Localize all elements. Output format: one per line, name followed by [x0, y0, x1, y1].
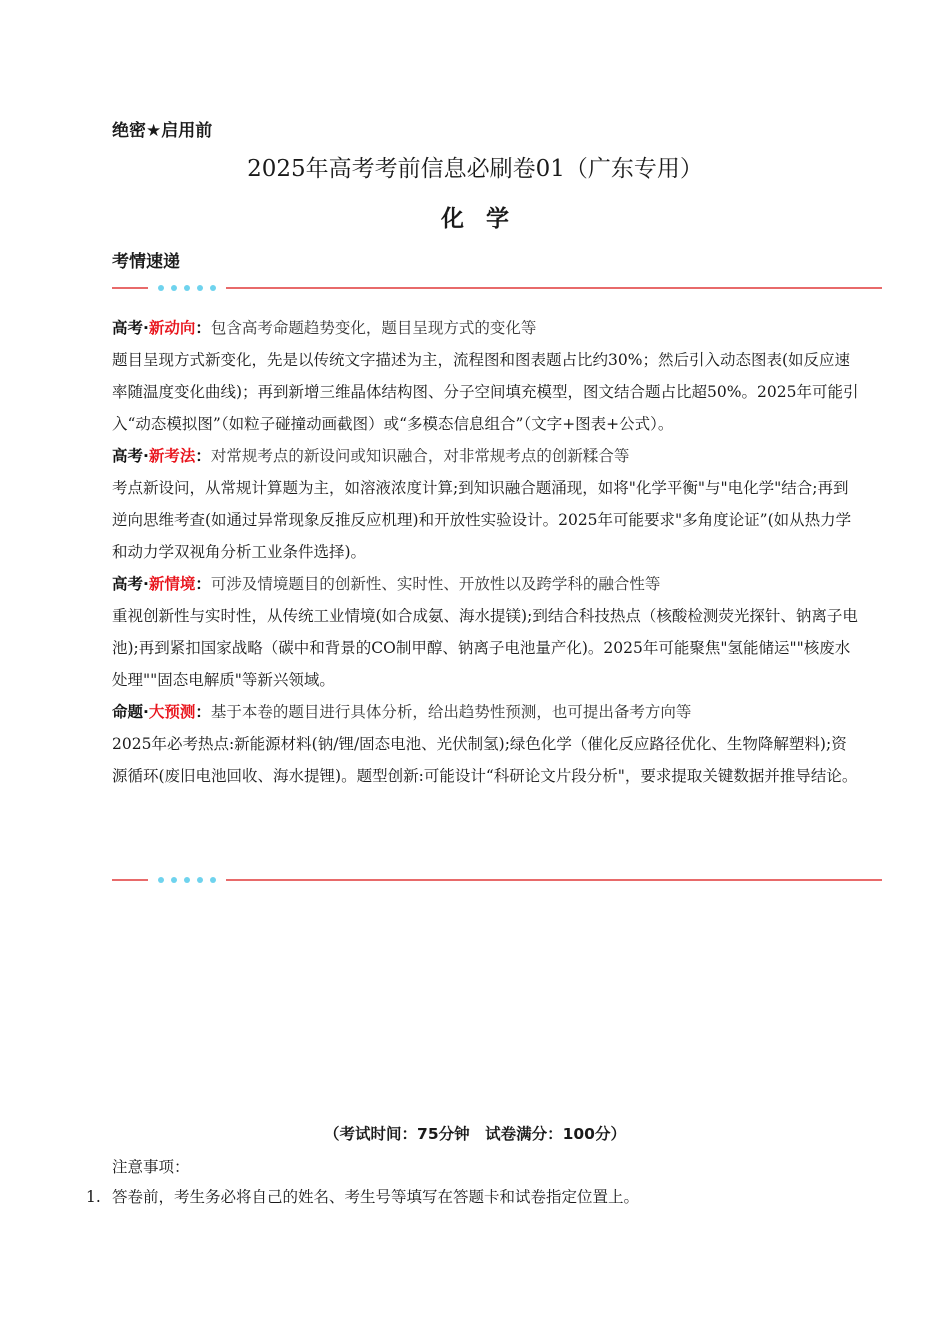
topic-highlight: 新考法 [148, 447, 196, 465]
topic-body-new-trend: 题目呈现方式新变化，先是以传统文字描述为主，流程图和图表题占比约30%；然后引入动态图表(如反应速率随温度变化曲线)；再到新增三维晶体结构图、分子空间填充模型，图文结合题占比超50%。2025年可能引入“动态模拟图”（如粒子碰撞动画截图）或“多模态信息组合”（文字+图表+公式）。 [112, 351, 859, 433]
divider-dot [158, 285, 164, 291]
notice-item-number: 1. [86, 1188, 101, 1206]
topic-heading-new-method [112, 440, 860, 472]
divider-line-right [226, 287, 882, 289]
topic-prefix: 高考· [112, 447, 149, 465]
notice-item [86, 1185, 639, 1207]
subject-title: 化学 [441, 206, 531, 232]
topic-prefix: 高考· [112, 319, 149, 337]
topic-heading-new-trend [112, 312, 860, 344]
topic-description: 基于本卷的题目进行具体分析，给出趋势性预测，也可提出备考方向等 [210, 703, 692, 721]
divider-dot [197, 285, 203, 291]
topic-colon: ： [195, 575, 211, 593]
divider-line-left [112, 879, 148, 881]
secret-label: 绝密★启用前 [112, 121, 213, 141]
topic-highlight: 大预测 [148, 703, 196, 721]
topic-colon: ： [195, 447, 211, 465]
divider-line-left [112, 287, 148, 289]
divider-dot [171, 285, 177, 291]
topic-prefix: 高考· [112, 575, 149, 593]
divider-dot [158, 877, 164, 883]
divider-dot [210, 285, 216, 291]
exam-time-info: （考试时间：75分钟 试卷满分：100分） [324, 1125, 626, 1143]
divider-dot [210, 877, 216, 883]
section-heading: 考情速递 [112, 252, 180, 272]
topic-description: 可涉及情境题目的创新性、实时性、开放性以及跨学科的融合性等 [210, 575, 661, 593]
top-divider [112, 283, 882, 293]
topic-body-new-context: 重视创新性与实时性，从传统工业情境(如合成氨、海水提镁);到结合科技热点（核酸检测荧光探针、钠离子电池);再到紧扣国家战略（碳中和背景的CO制甲醇、钠离子电池量产化)。2025年可能聚焦"氢能储运""核废水处理""固态电解质"等新兴领域。 [112, 607, 858, 689]
topic-colon: ： [195, 703, 211, 721]
exam-title: 2025年高考考前信息必刷卷01（广东专用） [247, 156, 703, 182]
divider-line-right [226, 879, 882, 881]
topic-highlight: 新情境 [148, 575, 196, 593]
topic-heading-prediction [112, 696, 860, 728]
topic-description: 包含高考命题趋势变化，题目呈现方式的变化等 [210, 319, 537, 337]
topic-heading-new-context [112, 568, 860, 600]
divider-dots [158, 283, 216, 293]
topic-prefix: 命题· [112, 703, 149, 721]
topic-body-new-method: 考点新设问，从常规计算题为主，如溶液浓度计算;到知识融合题涌现，如将"化学平衡"与"电化学"结合;再到逆向思维考查(如通过异常现象反推反应机理)和开放性实验设计。2025年可能要求"多角度论证”(如从热力学和动力学双视角分析工业条件选择)。 [112, 479, 852, 561]
notice-item-text: 答卷前，考生务必将自己的姓名、考生号等填写在答题卡和试卷指定位置上。 [112, 1188, 640, 1206]
topic-body-prediction: 2025年必考热点:新能源材料(钠/锂/固态电池、光伏制氢);绿色化学（催化反应路径优化、生物降解塑料);资源循环(废旧电池回收、海水提锂)。题型创新:可能设计“科研论文片段分析"，要求提取关键数据并推导结论。 [112, 735, 858, 785]
topic-description: 对常规考点的新设问或知识融合，对非常规考点的创新糅合等 [210, 447, 630, 465]
topic-highlight: 新动向 [148, 319, 196, 337]
notice-heading: 注意事项： [112, 1158, 190, 1176]
divider-dot [184, 285, 190, 291]
divider-dots [158, 875, 216, 885]
divider-dot [171, 877, 177, 883]
topic-colon: ： [195, 319, 211, 337]
bottom-divider [112, 875, 882, 885]
divider-dot [197, 877, 203, 883]
divider-dot [184, 877, 190, 883]
trend-content [112, 312, 860, 792]
